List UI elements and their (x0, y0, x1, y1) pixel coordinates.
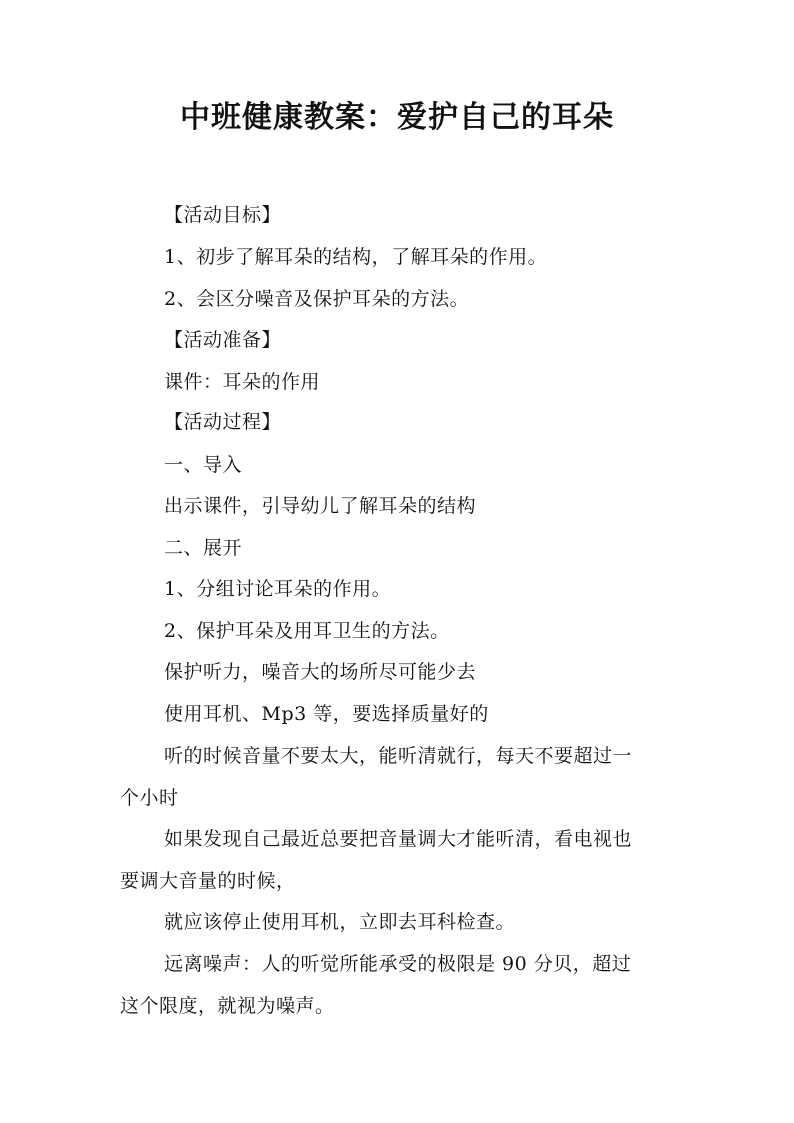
paragraph-line: 个小时 (120, 787, 179, 809)
paragraph-line: 2、保护耳朵及用耳卫生的方法。 (164, 620, 450, 642)
paragraph-line: 出示课件，引导幼儿了解耳朵的结构 (164, 495, 477, 517)
paragraph-line: 就应该停止使用耳机，立即去耳科检查。 (164, 911, 516, 933)
paragraph-line: 保护听力，噪音大的场所尽可能少去 (164, 661, 477, 683)
section-heading-preparation: 【活动准备】 (164, 329, 282, 351)
paragraph-line: 远离噪声：人的听觉所能承受的极限是 90 分贝，超过 (164, 953, 632, 975)
paragraph-line: 要调大音量的时候， (120, 870, 296, 892)
document-title: 中班健康教案：爱护自己的耳朵 (180, 100, 614, 135)
paragraph-line: 一、导入 (164, 454, 243, 476)
paragraph-line: 2、会区分噪音及保护耳朵的方法。 (164, 288, 470, 310)
paragraph-line: 1、初步了解耳朵的结构，了解耳朵的作用。 (164, 246, 548, 268)
paragraph-line: 二、展开 (164, 537, 243, 559)
paragraph-line: 如果发现自己最近总要把音量调大才能听清，看电视也 (164, 828, 633, 850)
paragraph-line: 1、分组讨论耳朵的作用。 (164, 578, 392, 600)
paragraph-line: 课件：耳朵的作用 (164, 371, 321, 393)
section-heading-process: 【活动过程】 (164, 411, 282, 433)
paragraph-line: 听的时候音量不要太大，能听清就行，每天不要超过一 (164, 745, 633, 767)
section-heading-goals: 【活动目标】 (164, 204, 282, 226)
paragraph-line: 使用耳机、Mp3 等，要选择质量好的 (164, 703, 489, 725)
paragraph-line: 这个限度，就视为噪声。 (120, 995, 335, 1017)
